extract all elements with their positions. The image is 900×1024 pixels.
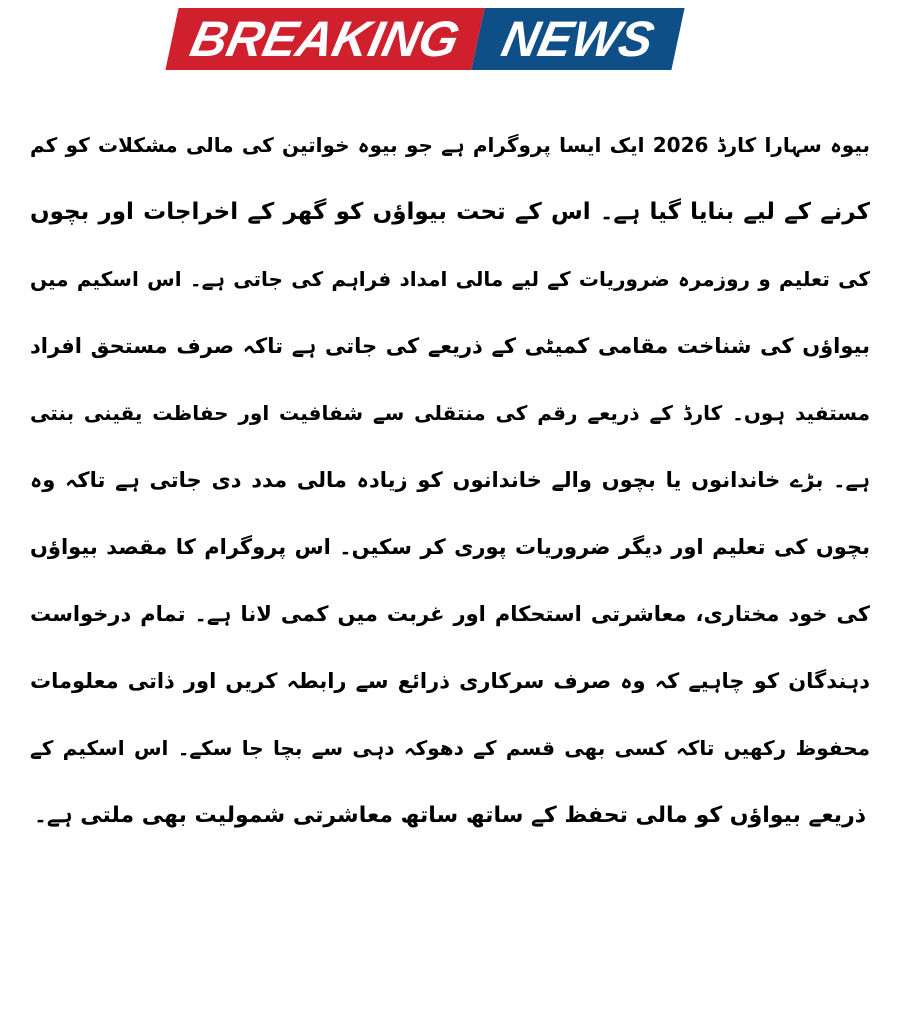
banner-blue-block (471, 8, 684, 70)
breaking-news-banner (172, 8, 678, 70)
article-line: محفوظ رکھیں تاکہ کسی بھی قسم کے دھوکہ دہی سے بچا جا سکے۔ اس اسکیم کے (30, 736, 870, 760)
article-line: بیوہ سہارا کارڈ 2026 ایک ایسا پروگرام ہے جو بیوہ خواتین کی مالی مشکلات کو کم (30, 133, 870, 157)
article-line: مستفید ہوں۔ کارڈ کے ذریعے رقم کی منتقلی سے شفافیت اور حفاظت یقینی بنتی (30, 401, 871, 425)
banner-red-block (165, 8, 484, 70)
article-line: ذریعے بیواؤں کو مالی تحفظ کے ساتھ ساتھ معاشرتی شمولیت بھی ملتی ہے۔ (33, 803, 867, 828)
article-line: کی خود مختاری، معاشرتی استحکام اور غربت میں کمی لانا ہے۔ تمام درخواست (30, 602, 870, 626)
article-line: بیواؤں کی شناخت مقامی کمیٹی کے ذریعے کی جاتی ہے تاکہ صرف مستحق افراد (30, 334, 870, 358)
article-line: بچوں کی تعلیم اور دیگر ضروریات پوری کر سکیں۔ اس پروگرام کا مقصد بیواؤں (30, 535, 870, 559)
article-line: کرنے کے لیے بنایا گیا ہے۔ اس کے تحت بیواؤں کو گھر کے اخراجات اور بچوں (30, 199, 870, 225)
article-line: ہے۔ بڑے خاندانوں یا بچوں والے خاندانوں کو زیادہ مالی مدد دی جاتی ہے تاکہ وہ (30, 468, 870, 492)
article-line: دہندگان کو چاہیے کہ وہ صرف سرکاری ذرائع سے رابطہ کریں اور ذاتی معلومات (30, 669, 870, 693)
article-body (30, 112, 870, 849)
banner-word-breaking: BREAKING (185, 11, 465, 67)
banner-word-news: NEWS (497, 11, 659, 67)
article-line: کی تعلیم و روزمرہ ضروریات کے لیے مالی امداد فراہم کی جاتی ہے۔ اس اسکیم میں (30, 267, 870, 291)
